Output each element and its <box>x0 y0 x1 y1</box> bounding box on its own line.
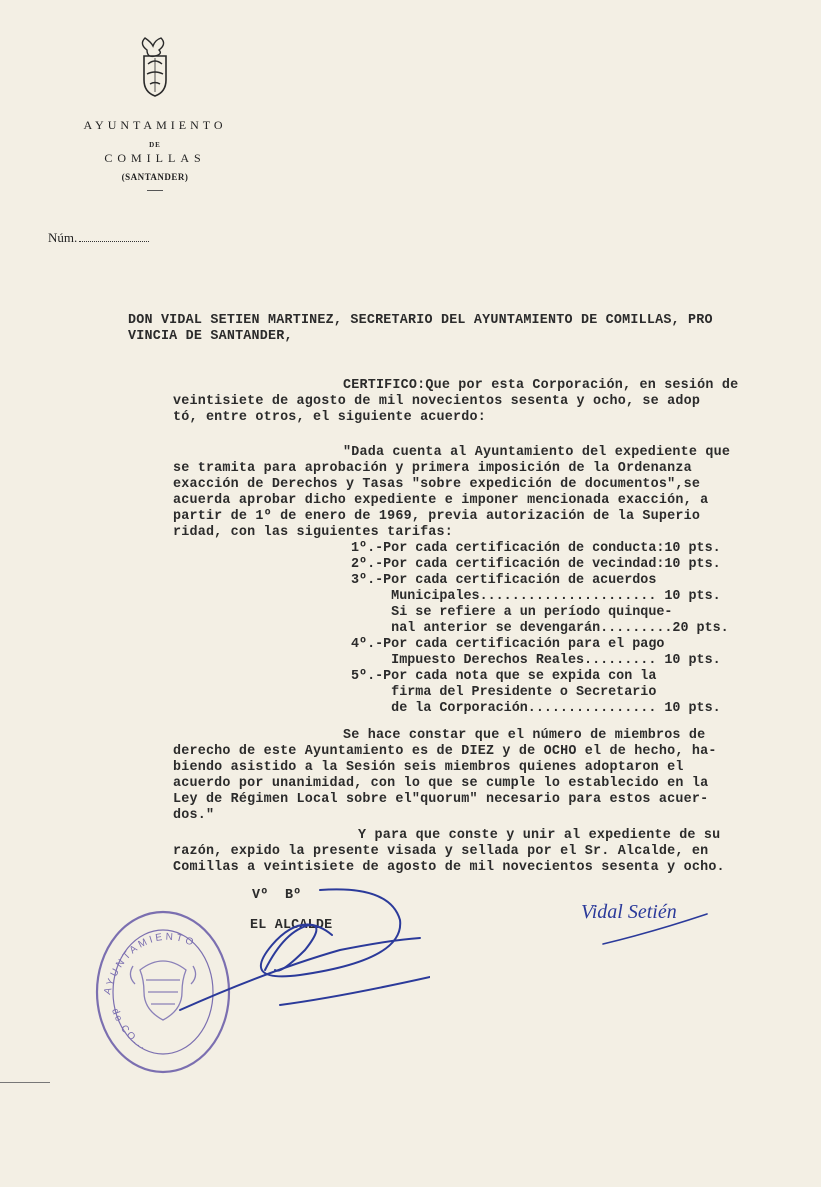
stamp-ring-bottom: de CO... <box>109 1007 149 1053</box>
constar-line-5: Ley de Régimen Local sobre el"quorum" necesario para estos acuer- <box>173 792 709 807</box>
constar-line-3: biendo asistido a la Sesión seis miembros quienes adoptaron el <box>173 760 684 775</box>
tarifa-line-11: de la Corporación................ 10 pts. <box>351 701 721 716</box>
visto-bueno: Vº Bº <box>252 888 302 903</box>
cierre-line-3: Comillas a veintisiete de agosto de mil novecientos sesenta y ocho. <box>173 860 725 875</box>
tarifa-line-9: 5º.-Por cada nota que se expida con la <box>351 669 657 684</box>
constar-line-6: dos." <box>173 808 215 823</box>
acuerdo-line-3: exacción de Derechos y Tasas "sobre expedición de documentos",se <box>173 477 701 492</box>
certifico-line-1: CERTIFICO:Que por esta Corporación, en sesión de <box>343 378 739 393</box>
constar-line-4: acuerdo por unanimidad, con lo que se cumple lo establecido en la <box>173 776 709 791</box>
letterhead-name: AYUNTAMIENTO <box>83 118 227 132</box>
tarifa-line-5: Si se refiere a un período quinque- <box>351 605 673 620</box>
coat-of-arms-icon <box>135 36 175 110</box>
header-line-2: VINCIA DE SANTANDER, <box>128 329 293 344</box>
constar-line-1: Se hace constar que el número de miembros de <box>343 728 706 743</box>
tarifa-line-1: 1º.-Por cada certificación de conducta:10 pts. <box>351 541 721 556</box>
num-blank <box>79 241 149 242</box>
alcalde-label: EL ALCALDE <box>250 918 333 933</box>
tarifa-line-8: Impuesto Derechos Reales......... 10 pts. <box>351 653 721 668</box>
cierre-line-1: Y para que conste y unir al expediente de su <box>358 828 721 843</box>
certifico-line-3: tó, entre otros, el siguiente acuerdo: <box>173 410 486 425</box>
secretary-signature <box>575 890 725 950</box>
letterhead-rule <box>147 190 163 191</box>
acuerdo-line-1: "Dada cuenta al Ayuntamiento del expediente que <box>343 445 731 460</box>
acuerdo-line-4: acuerda aprobar dicho expediente e imponer mencionada exacción, a <box>173 493 709 508</box>
letterhead-de: DE <box>149 141 161 149</box>
stamp-ring-top: AYUNTAMIENTO <box>102 931 198 996</box>
tarifa-line-10: firma del Presidente o Secretario <box>351 685 657 700</box>
mayor-signature <box>170 870 430 1020</box>
num-label: Núm. <box>48 230 78 245</box>
tarifa-line-6: nal anterior se devengarán.........20 pts. <box>351 621 729 636</box>
tarifa-line-3: 3º.-Por cada certificación de acuerdos <box>351 573 657 588</box>
letterhead-province: (SANTANDER) <box>121 172 189 182</box>
acuerdo-line-6: ridad, con las siguientes tarifas: <box>173 525 454 540</box>
reference-number-field <box>48 230 149 246</box>
tarifa-line-7: 4º.-Por cada certificación para el pago <box>351 637 665 652</box>
margin-rule <box>0 1082 50 1083</box>
acuerdo-line-2: se tramita para aprobación y primera imposición de la Ordenanza <box>173 461 692 476</box>
tarifa-line-2: 2º.-Por cada certificación de vecindad:10 pts. <box>351 557 721 572</box>
constar-line-2: derecho de este Ayuntamiento es de DIEZ y de OCHO el de hecho, ha- <box>173 744 717 759</box>
certifico-line-2: veintisiete de agosto de mil novecientos sesenta y ocho, se adop <box>173 394 701 409</box>
acuerdo-line-5: partir de 1º de enero de 1969, previa autorización de la Superio <box>173 509 701 524</box>
letterhead <box>40 36 270 191</box>
header-line-1: DON VIDAL SETIEN MARTINEZ, SECRETARIO DEL AYUNTAMIENTO DE COMILLAS, PRO <box>128 313 713 328</box>
signature-text: Vidal Setién <box>581 901 677 923</box>
letterhead-town: COMILLAS <box>104 151 206 165</box>
tarifa-line-4: Municipales...................... 10 pts. <box>351 589 721 604</box>
cierre-line-2: razón, expido la presente visada y sellada por el Sr. Alcalde, en <box>173 844 709 859</box>
